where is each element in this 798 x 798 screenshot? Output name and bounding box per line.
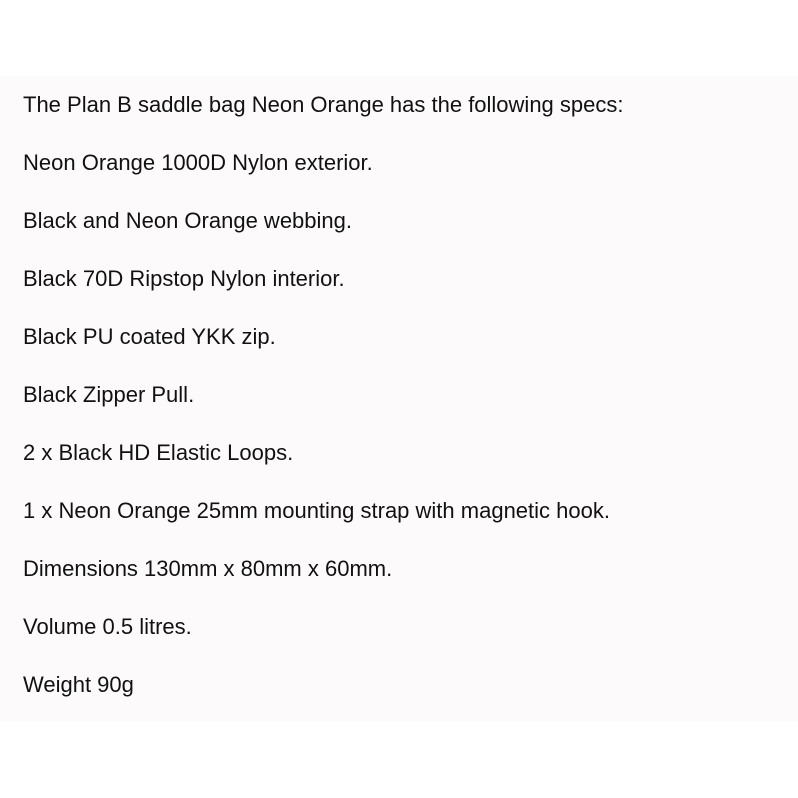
spec-intro: The Plan B saddle bag Neon Orange has the following specs:: [23, 92, 624, 117]
spec-elastic-loops: 2 x Black HD Elastic Loops.: [23, 440, 294, 465]
spec-zip: Black PU coated YKK zip.: [23, 324, 276, 349]
spec-panel: [0, 76, 798, 721]
spec-webbing: Black and Neon Orange webbing.: [23, 208, 352, 233]
spec-dimensions: Dimensions 130mm x 80mm x 60mm.: [23, 556, 393, 581]
spec-volume: Volume 0.5 litres.: [23, 614, 192, 639]
spec-weight: Weight 90g: [23, 672, 134, 697]
spec-mounting-strap: 1 x Neon Orange 25mm mounting strap with magnetic hook.: [23, 498, 610, 523]
spec-zipper-pull: Black Zipper Pull.: [23, 382, 195, 407]
spec-exterior: Neon Orange 1000D Nylon exterior.: [23, 150, 373, 175]
spec-interior: Black 70D Ripstop Nylon interior.: [23, 266, 345, 291]
